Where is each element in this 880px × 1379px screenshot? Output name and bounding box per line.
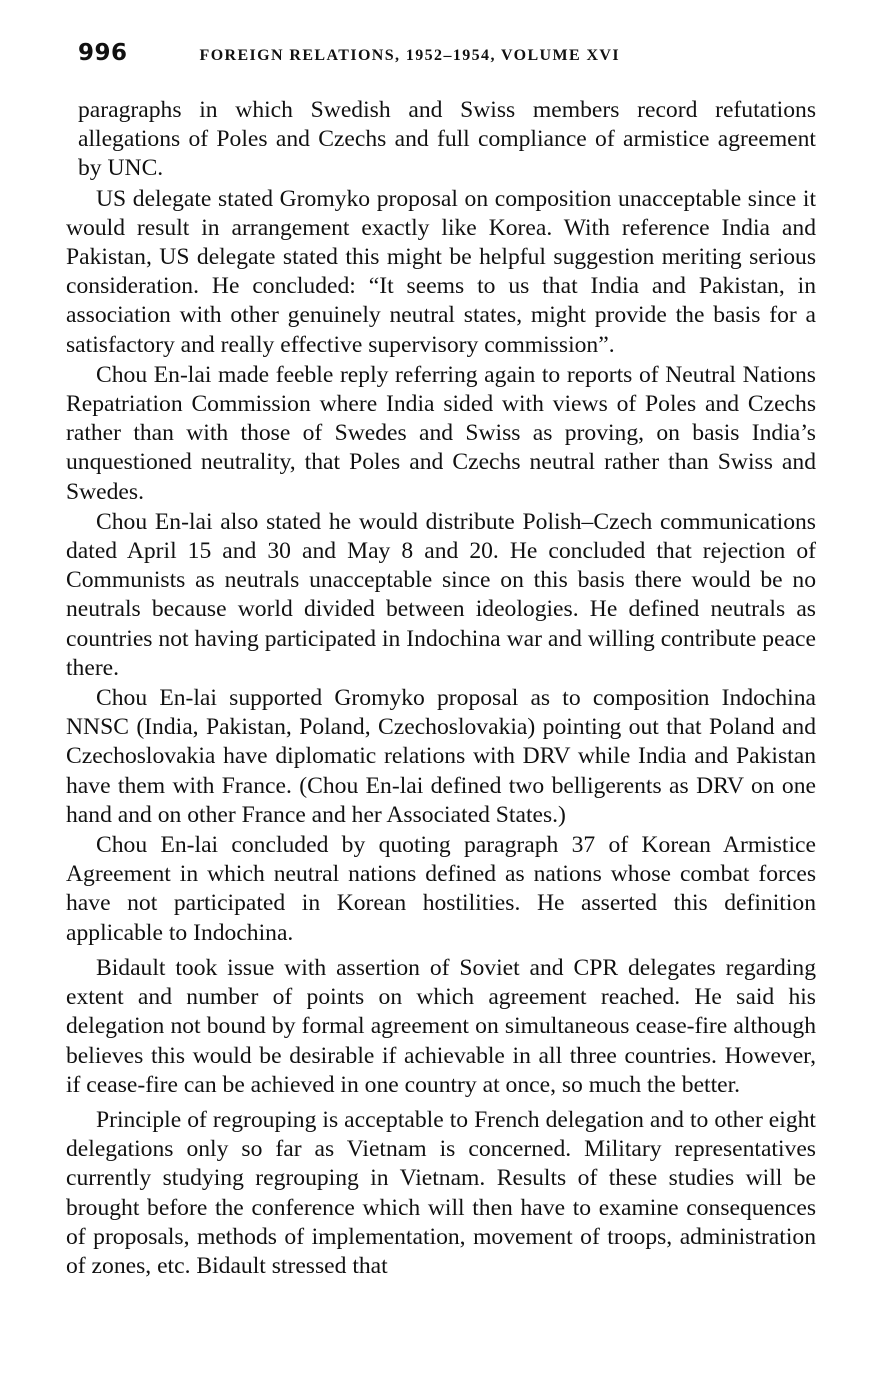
paragraph: Chou En-lai made feeble reply referring again to reports of Neutral Nations Repatriation Commission where India sided with views of Poles and Czechs rather than with those of Swedes and Swiss as proving, on basis India’s unquestioned neutrality, that Poles and Czechs neutral rather than Swiss and Swedes. xyxy=(66,361,816,505)
document-page xyxy=(66,40,816,1281)
paragraph: Principle of regrouping is acceptable to French delegation and to other eight delegations only so far as Vietnam is concerned. Military representatives currently studying regrouping in Vietnam. Results of these studies will be brought before the conference which will then have to examine consequences of proposals, methods of implementation, movement of troops, administration of zones, etc. Bidault stressed that xyxy=(66,1106,816,1279)
paragraph: Chou En-lai supported Gromyko proposal as to composition Indochina NNSC (India, Pakistan, Poland, Czechoslovakia) pointing out that Poland and Czechoslovakia have diplomatic relations with DRV while India and Pakistan have them with France. (Chou En-lai defined two belligerents as DRV on one hand and on other France and her Associated States.) xyxy=(66,685,816,828)
paragraph: Bidault took issue with assertion of Soviet and CPR delegates regarding extent and number of points on which agreement reached. He said his delegation not bound by formal agreement on simultaneous cease-fire although believes this would be desirable if achievable in all three countries. However, if cease-fire can be achieved in one country at once, so much the better. xyxy=(66,954,816,1098)
running-head xyxy=(66,40,816,80)
paragraph: Chou En-lai concluded by quoting paragraph 37 of Korean Armistice Agreement in which neutral nations defined as nations whose combat forces have not participated in Korean hostilities. He asserted this definition applicable to Indochina. xyxy=(66,832,816,946)
running-title: FOREIGN RELATIONS, 1952–1954, VOLUME XVI xyxy=(199,47,620,64)
paragraph: Chou En-lai also stated he would distribute Polish–Czech communications dated April 15 and 30 and May 8 and 20. He concluded that rejection of Communists as neutrals unacceptable since on this basis there would be no neutrals because world divided between ideologies. He defined neutrals as countries not having participated in Indochina war and willing contribute peace there. xyxy=(66,508,816,681)
paragraph: US delegate stated Gromyko proposal on composition unacceptable since it would result in arrangement exactly like Korea. With reference India and Pakistan, US delegate stated this might be helpful suggestion meriting serious consideration. He concluded: “It seems to us that India and Pakistan, in association with other genuinely neutral states, might provide the basis for a satisfactory and really effective supervisory commission”. xyxy=(66,185,816,358)
page-number: 996 xyxy=(78,40,128,66)
paragraph-continued: paragraphs in which Swedish and Swiss members record refutations allegations of Poles and Czechs and full compliance of armistice agreement by UNC. xyxy=(78,97,816,182)
body-text xyxy=(66,96,816,1281)
